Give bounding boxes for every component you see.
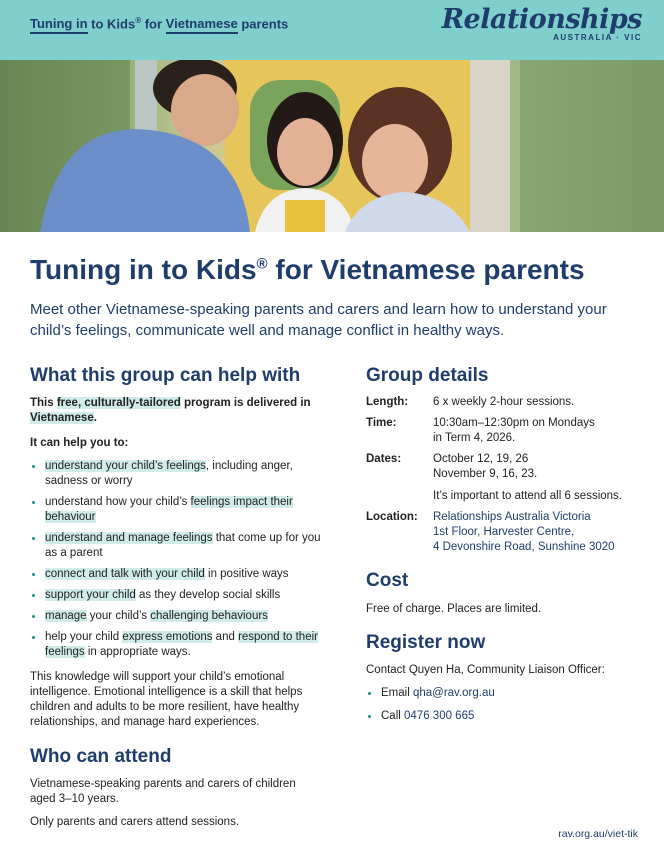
tagline-text: to Kids [87, 16, 136, 32]
group-heading: Group details [366, 365, 489, 386]
attend-heading: Who can attend [30, 746, 172, 767]
email-link[interactable]: qha@rav.org.au [412, 687, 495, 699]
left-column [30, 364, 322, 830]
register-heading: Register now [366, 632, 486, 653]
help-subhead: It can help you to: [30, 437, 129, 449]
registered-mark: ® [256, 255, 268, 273]
list-item: understand your child’s feelings, including anger, sadness or worry [30, 459, 322, 489]
help-closing: This knowledge will support your child’s emotional intelligence. Emotional intelligence is a skill that helps children and adults to be more resilient, have healthy relationships, and manage hard experiences. [30, 671, 303, 728]
tagline-text: for [141, 16, 166, 32]
page-title: Tuning in to Kids® for Vietnamese parents [30, 254, 585, 285]
registered-mark: ® [135, 16, 142, 25]
header-banner [0, 0, 664, 60]
header-tagline [30, 16, 288, 31]
intro-paragraph: Meet other Vietnamese-speaking parents and carers and learn how to understand your child’s feelings, communicate well and manage conflict in healthy ways. [30, 301, 607, 339]
group-details [366, 395, 651, 555]
tagline-text: Tuning in [30, 16, 88, 34]
help-list [30, 459, 322, 660]
list-item: Email qha@rav.org.au [366, 686, 651, 701]
right-column [366, 364, 651, 730]
list-item: manage your child’s challenging behaviours [30, 609, 322, 624]
logo-name: Relationships [441, 4, 642, 35]
list-item: understand how your child’s feelings impact their behaviour [30, 495, 322, 525]
list-item: help your child express emotions and respond to their feelings in appropriate ways. [30, 630, 322, 660]
register-contact: Contact Quyen Ha, Community Liaison Officer: [366, 664, 605, 676]
help-intro: This free, culturally-tailored program is delivered in Vietnamese. [30, 397, 311, 424]
relationships-logo [442, 4, 642, 42]
footer-url[interactable]: rav.org.au/viet-tik [558, 828, 638, 840]
detail-location: Location: Relationships Australia Victoria 1st Floor, Harvester Centre, 4 Devonshire Road, Sunshine 3020 [366, 511, 615, 553]
cost-text: Free of charge. Places are limited. [366, 603, 542, 615]
phone-link[interactable]: 0476 300 665 [404, 710, 475, 722]
tagline-text: parents [237, 16, 289, 32]
cost-heading: Cost [366, 570, 409, 591]
list-item: connect and talk with your child in positive ways [30, 567, 322, 582]
register-list [366, 686, 651, 724]
family-photo-illustration [0, 60, 664, 232]
detail-dates: Dates: October 12, 19, 26 November 9, 16, 23. It’s important to attend all 6 sessions. [366, 453, 622, 502]
family-photo [0, 60, 664, 232]
detail-length: Length: 6 x weekly 2-hour sessions. [366, 396, 575, 408]
detail-time: Time: 10:30am–12:30pm on Mondays in Term 4, 2026. [366, 417, 595, 444]
tagline-text: Vietnamese [166, 16, 238, 34]
list-item: understand and manage feelings that come up for you as a parent [30, 531, 322, 561]
attend-text: Vietnamese-speaking parents and carers of children aged 3–10 years. [30, 778, 296, 805]
logo-subtitle: AUSTRALIA · VIC [553, 33, 642, 42]
list-item: support your child as they develop social skills [30, 588, 322, 603]
help-heading: What this group can help with [30, 365, 301, 386]
attend-note: Only parents and carers attend sessions. [30, 816, 240, 828]
list-item: Call 0476 300 665 [366, 709, 651, 724]
